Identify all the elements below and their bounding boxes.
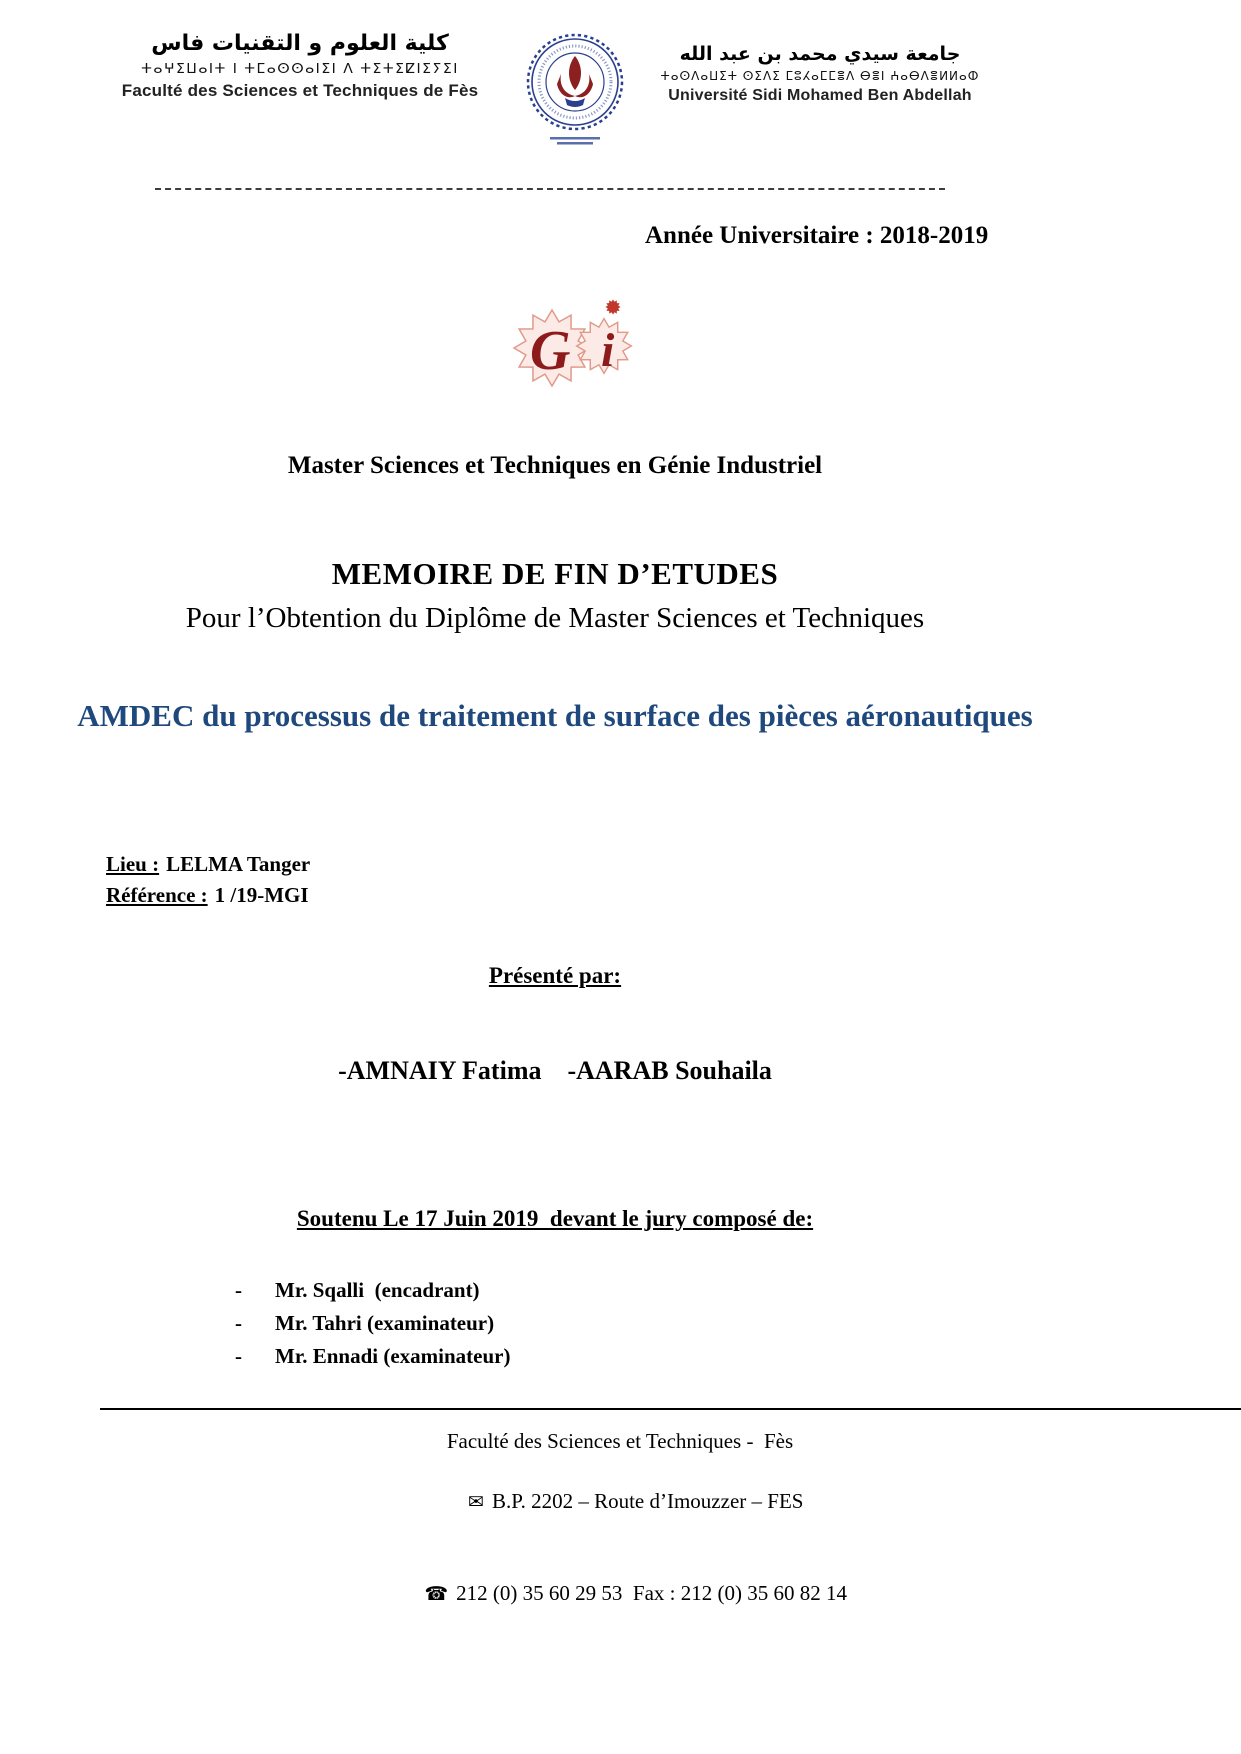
- university-name-french: Université Sidi Mohamed Ben Abdellah: [668, 86, 972, 104]
- gi-letter-g: G: [530, 320, 571, 382]
- memoire-title: MEMOIRE DE FIN D’ETUDES: [331, 556, 779, 591]
- location-label: Lieu :: [106, 852, 160, 876]
- university-name-tifinagh: ⵜⴰⵙⴷⴰⵡⵉⵜ ⵙⵉⴷⵉ ⵎⵓⵃⴰⵎⵎⴻⴷ ⴱⴻⵏ ⵄⴰⴱⴷⴻⵍⵍⴰⵀ: [660, 68, 980, 83]
- faculty-name-french: Faculté des Sciences et Techniques de Fès: [121, 80, 479, 100]
- academic-year: Année Universitaire : 2018-2019: [645, 222, 989, 249]
- genie-industriel-logo: [500, 292, 650, 397]
- jury-member-row: [235, 1274, 510, 1307]
- defense-line-label: Soutenu Le 17 Juin 2019 devant le jury composé de:: [296, 1206, 814, 1231]
- memoire-subtitle: Pour l’Obtention du Diplôme de Master Sciences et Techniques: [185, 602, 925, 634]
- location-value: LELMA Tanger: [166, 852, 311, 876]
- reference-label: Référence :: [106, 883, 208, 907]
- program-title: Master Sciences et Techniques en Génie Industriel: [287, 452, 823, 479]
- footer-address-line: [100, 1456, 1140, 1548]
- faculty-name-arabic: كلية العلوم و التقنيات فاس: [151, 31, 449, 56]
- defense-heading: [85, 1206, 1025, 1232]
- gi-letter-i: i: [601, 324, 615, 377]
- list-dash-marker: -: [235, 1344, 242, 1368]
- gi-logo-graphic: [500, 292, 650, 397]
- footer-phone-line: [100, 1548, 1140, 1640]
- gi-i-dot-star: [605, 299, 620, 314]
- envelope-icon: ✉: [468, 1492, 484, 1513]
- university-name-arabic: جامعة سيدي محمد بن عبد الله: [679, 43, 961, 65]
- jury-list: [235, 1274, 510, 1373]
- phone-icon: ☎: [424, 1584, 449, 1605]
- footer-phone-text: 212 (0) 35 60 29 53 Fax : 212 (0) 35 60 82 14: [456, 1581, 847, 1605]
- presented-by-heading: [85, 963, 1025, 989]
- jury-member-row: [235, 1307, 510, 1340]
- jury-member-name: Mr. Sqalli (encadrant): [275, 1278, 480, 1302]
- footer-faculty-line: Faculté des Sciences et Techniques - Fès: [446, 1429, 794, 1453]
- jury-member-name: Mr. Ennadi (examinateur): [275, 1344, 511, 1368]
- seal-caption-lines: [550, 137, 600, 145]
- reference-line: [85, 858, 309, 933]
- university-identity-block: [640, 30, 1000, 105]
- jury-member-row: [235, 1340, 510, 1373]
- list-dash-marker: -: [235, 1278, 242, 1302]
- university-seal-graphic: [519, 30, 631, 148]
- presented-by-label: Présenté par:: [488, 963, 622, 988]
- footer-address-text: B.P. 2202 – Route d’Imouzzer – FES: [491, 1489, 804, 1513]
- list-dash-marker: -: [235, 1311, 242, 1335]
- reference-value: 1 /19-MGI: [214, 883, 309, 907]
- authors-line: -AMNAIY Fatima -AARAB Souhaila: [338, 1056, 772, 1085]
- university-seal-logo: [519, 30, 631, 153]
- jury-member-name: Mr. Tahri (examinateur): [275, 1311, 495, 1335]
- faculty-name-tifinagh: ⵜⴰⵖⵉⵡⴰⵏⵜ ⵏ ⵜⵎⴰⵙⵙⴰⵏⵉⵏ ⴷ ⵜⵉⵜⵉⵇⵏⵉⵢⵉⵏ: [141, 60, 459, 77]
- letterhead: [90, 30, 1000, 153]
- footer: [100, 1408, 1241, 1640]
- faculty-identity-block: [90, 30, 510, 101]
- dashed-separator: [155, 188, 945, 190]
- seal-fountain-ornament: [557, 56, 593, 107]
- thesis-title: AMDEC du processus de traitement de surface des pièces aéronautiques: [77, 698, 1033, 733]
